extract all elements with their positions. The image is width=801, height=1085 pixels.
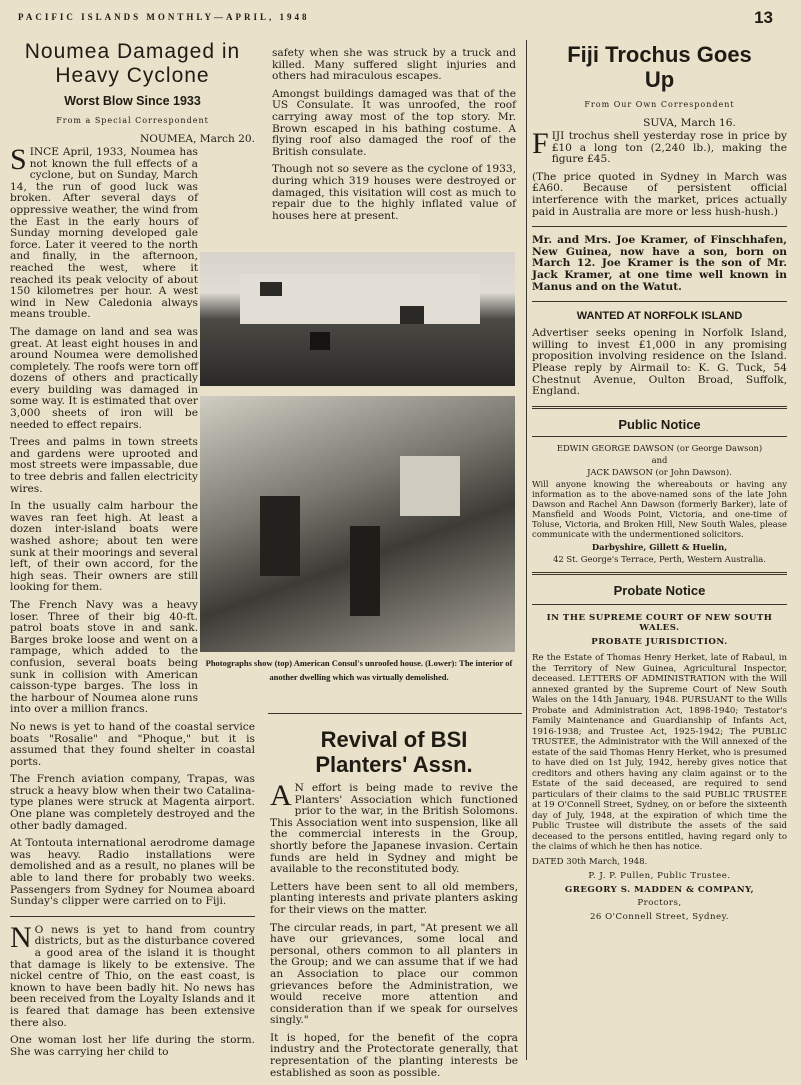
probate-heading: Probate Notice — [613, 582, 706, 598]
fiji-title-line1: Fiji Trochus Goes — [567, 42, 752, 67]
fiji-paragraph: (The price quoted in Sydney in March was £A60. Because of persistent official interference with the market, prices actually paid in Australia are more or less hush-hush.) — [532, 170, 787, 218]
noumea-subtitle: Worst Blow Since 1933 — [64, 94, 201, 108]
probate-signatory: P. J. P. Pullen, Public Trustee. — [588, 871, 731, 882]
photo-caption: Photographs show (top) American Consul's unroofed house. (Lower): The interior of another dwelling which was virtually demolished. — [205, 658, 513, 682]
noumea-dropcap: S — [10, 143, 27, 176]
noumea-paragraph: No news is yet to hand of the coastal service boats "Rosalie" and "Phoque," but it is assumed that they found shelter in coastal ports. — [10, 720, 255, 768]
noumea-title-line2: Heavy Cyclone — [55, 64, 210, 87]
noumea-narrow-block — [10, 143, 198, 716]
noumea-paragraph: The French aviation company, Trapas, was struck a heavy blow when their two Catalina-type planes were struck at Magenta airport. One plane was completely destroyed and the other badly damaged. — [10, 773, 255, 832]
divider — [532, 406, 787, 409]
public-notice-body: Will anyone knowing the whereabouts or having any information as to the above-named sons of the late John Dawson and Rachel Ann Dawson (formerly Barker), late of Mansfield and Woods Point, Victoria, and one-time of Toluse, Victoria, and Broken Hill, New South Wales, please communicate with the undermentioned solicitors. — [532, 478, 787, 539]
running-title: PACIFIC ISLANDS MONTHLY—APRIL, 1948 — [18, 12, 310, 22]
probate-firm: GREGORY S. MADDEN & COMPANY, — [564, 884, 755, 895]
probate-court: IN THE SUPREME COURT OF NEW SOUTH WALES. — [546, 612, 773, 634]
noumea-title-line1: Noumea Damaged in — [24, 40, 241, 63]
noumea-cont-paragraph: safety when she was struck by a truck and killed. Many suffered slight injuries and others had miraculous escapes. — [272, 47, 516, 83]
bsi-title-line2: Planters' Assn. — [315, 752, 473, 777]
probate-role: Proctors, — [637, 898, 682, 909]
noumea-dateline: NOUMEA, March 20. — [139, 133, 255, 145]
divider — [10, 916, 255, 917]
bsi-article — [270, 727, 518, 1085]
noumea-paragraph: Trees and palms in town streets and gardens were uprooted and most streets were impassable, due to tree debris and fallen electricity wires. — [10, 436, 198, 495]
noumea-paragraph: At Tontouta international aerodrome damage was heavy. Radio installations were demolished and as a result, no planes will be able to land there for probably two weeks. Passengers from Sydney for Noumea aboard Sunday's clipper were carried on to Fiji. — [10, 837, 255, 908]
public-notice-line1: EDWIN GEORGE DAWSON (or George Dawson) — [556, 442, 763, 453]
photographs — [200, 252, 515, 652]
public-notice-and: and — [651, 454, 668, 465]
noumea-cont-paragraph: Though not so severe as the cyclone of 1933, during which 319 houses were destroyed or damaged, this visitation will cost as much to repair due to the highly inflated value of houses here at present. — [272, 163, 516, 222]
public-notice-firm: Darbyshire, Gillett & Huelin, — [591, 541, 728, 552]
consul-house-photo — [200, 252, 515, 386]
probate-address: 26 O'Connell Street, Sydney. — [589, 911, 730, 922]
public-notice-address: 42 St. George's Terrace, Perth, Western Australia. — [553, 553, 766, 564]
public-notice-heading: Public Notice — [618, 416, 701, 432]
noumea-paragraph: N O news is yet to hand from country districts, but as the disturbance covered a good area of the island it is thought that damage is likely to be extensive. The nickel centre of Thio, on the east coast, is known to have been badly hit. No news has been received from the Loyalty Islands and it is feared that damage has been extensive there also. — [10, 920, 255, 1029]
bsi-dropcap: A — [270, 779, 292, 812]
divider — [268, 713, 522, 714]
page-number: 13 — [754, 8, 773, 27]
noumea-dropcap-2: N — [10, 920, 32, 954]
probate-jurisdiction: PROBATE JURISDICTION. — [591, 636, 728, 647]
public-notice-line2: JACK DAWSON (or John Dawson). — [587, 466, 732, 477]
probate-body: Re the Estate of Thomas Henry Herket, late of Rabaul, in the Territory of New Guinea, Agricultural Inspector, deceased. LETTERS OF ADMINISTRATION with the Will annexed granted by the Supreme Court of New South Wales on the 14th January, 1948. PURSUANT to the Wills Probate and Administration Act, 1898-1940; Testator's Family Maintenance and Guardianship of Infants Act, 1916-1938; and Trustee Act, 1925-1942; The PUBLIC TRUSTEE, the Administrator with the Will annexed of the estate of the said Thomas Henry Herket, who is presumed to have died on 1st July, 1942, hereby gives notice that creditors and others having any claim against or to the Estate of the said deceased, are required to send particulars of their claims to the said PUBLIC TRUSTEE at 19 O'Connell Street, Sydney, on or before the sixteenth day of July, 1948, at the expiration of which time the Public Trustee will distribute the assets of the said deceased to the persons entitled, having regard only to the claims of which he then has notice. — [532, 653, 787, 853]
divider — [532, 226, 787, 227]
bsi-paragraph: It is hoped, for the benefit of the copra industry and the Protectorate generally, that representation of the planting interests be established as soon as possible. — [270, 1031, 518, 1079]
noumea-paragraph: SINCE April, 1933, Noumea has not known the full effects of a cyclone, but on Sunday, March 14, the run of good luck was broken. After several days of oppressive weather, the wind from the East in the early hours of Sunday morning developed gale force. Later it veered to the north and finally, in the afternoon, reached the west, where it reached its peak velocity of about 150 kilometres per hour. A west wind in New Caledonia always means trouble. — [10, 143, 198, 321]
divider — [532, 436, 787, 437]
fiji-byline: From Our Own Correspondent — [584, 100, 735, 109]
noumea-paragraph: One woman lost her life during the storm. She was carrying her child to — [10, 1034, 255, 1058]
fiji-paragraph: FIJI trochus shell yesterday rose in price by £10 a long ton (2,240 lb.), making the figure £45. — [532, 127, 787, 166]
norfolk-heading: WANTED AT NORFOLK ISLAND — [576, 310, 743, 323]
kramer-notice: Mr. and Mrs. Joe Kramer, of Finschhafen, New Guinea, now have a son, born on March 12. Joe Kramer is the son of Mr. Jack Kramer, at one time well known in Manus and on the Watut. — [532, 234, 787, 293]
divider — [532, 301, 787, 302]
fiji-dateline: SUVA, March 16. — [643, 117, 736, 129]
bsi-paragraph: A N effort is being made to revive the Planters' Association which functioned prior to the war, in the British Solomons. This Association went into suspension, like all the commercial interests in the Group, shortly before the Japanese invasion. Certain funds are held in Sydney and might be available to the reconstituted body. — [270, 779, 518, 876]
column-rule — [526, 40, 527, 1060]
noumea-continued — [272, 48, 516, 228]
noumea-paragraph: In the usually calm harbour the waves ran feet high. At least a dozen inter-island boats were washed ashore; about ten were sunk at their moorings and several left, of their own accord, for the high seas. Their owners are still looking for them. — [10, 500, 198, 594]
divider — [532, 604, 787, 605]
divider — [532, 572, 787, 575]
noumea-paragraph: The French Navy was a heavy loser. Three of their big 40-ft. patrol boats stove in and sank. Barges broke loose and went on a rampage, which added to the confusion, several boats being sunk in collision with American caisson-type barges. The loss in the harbour of Noumea alone runs into over a million francs. — [10, 598, 198, 716]
noumea-paragraph: The damage on land and sea was great. At least eight houses in and around Noumea were demolished completely. The roofs were torn off dozens of others and practically every building was damaged in some way. It is estimated that over 3,000 sheets of iron will be needed to effect repairs. — [10, 325, 198, 431]
noumea-cont-paragraph: Amongst buildings damaged was that of the US Consulate. It was unroofed, the roof carrying away most of the top story. Mr. Brown escaped in his bathing costume. A flying roof also damaged the roof of the British consulate. — [272, 87, 516, 158]
bsi-title-line1: Revival of BSI — [320, 727, 468, 752]
noumea-byline: From a Special Correspondent — [56, 116, 209, 125]
bsi-paragraph: Letters have been sent to all old members, planting interests and private planters asking for their views on the matter. — [270, 880, 518, 916]
probate-dated: DATED 30th March, 1948. — [532, 856, 648, 867]
demolished-interior-photo — [200, 396, 515, 652]
right-column — [532, 42, 787, 925]
fiji-dropcap: F — [532, 127, 549, 160]
norfolk-ad: Advertiser seeks opening in Norfolk Island, willing to invest £1,000 in any promising proposition involving residence on the Island. Please reply by Airmail to: K. G. Tuck, 54 Chestnut Avenue, Oulton Broad, Suffolk, England. — [532, 327, 787, 398]
fiji-title-line2: Up — [644, 67, 675, 92]
bsi-paragraph: The circular reads, in part, "At present we all have our grievances, some local and personal, others common to all planters in the Group; and we can assume that if we had an Association to place our common grievances before the Administration, we would receive more attention and consideration than if we speak for ourselves singly." — [270, 921, 518, 1027]
